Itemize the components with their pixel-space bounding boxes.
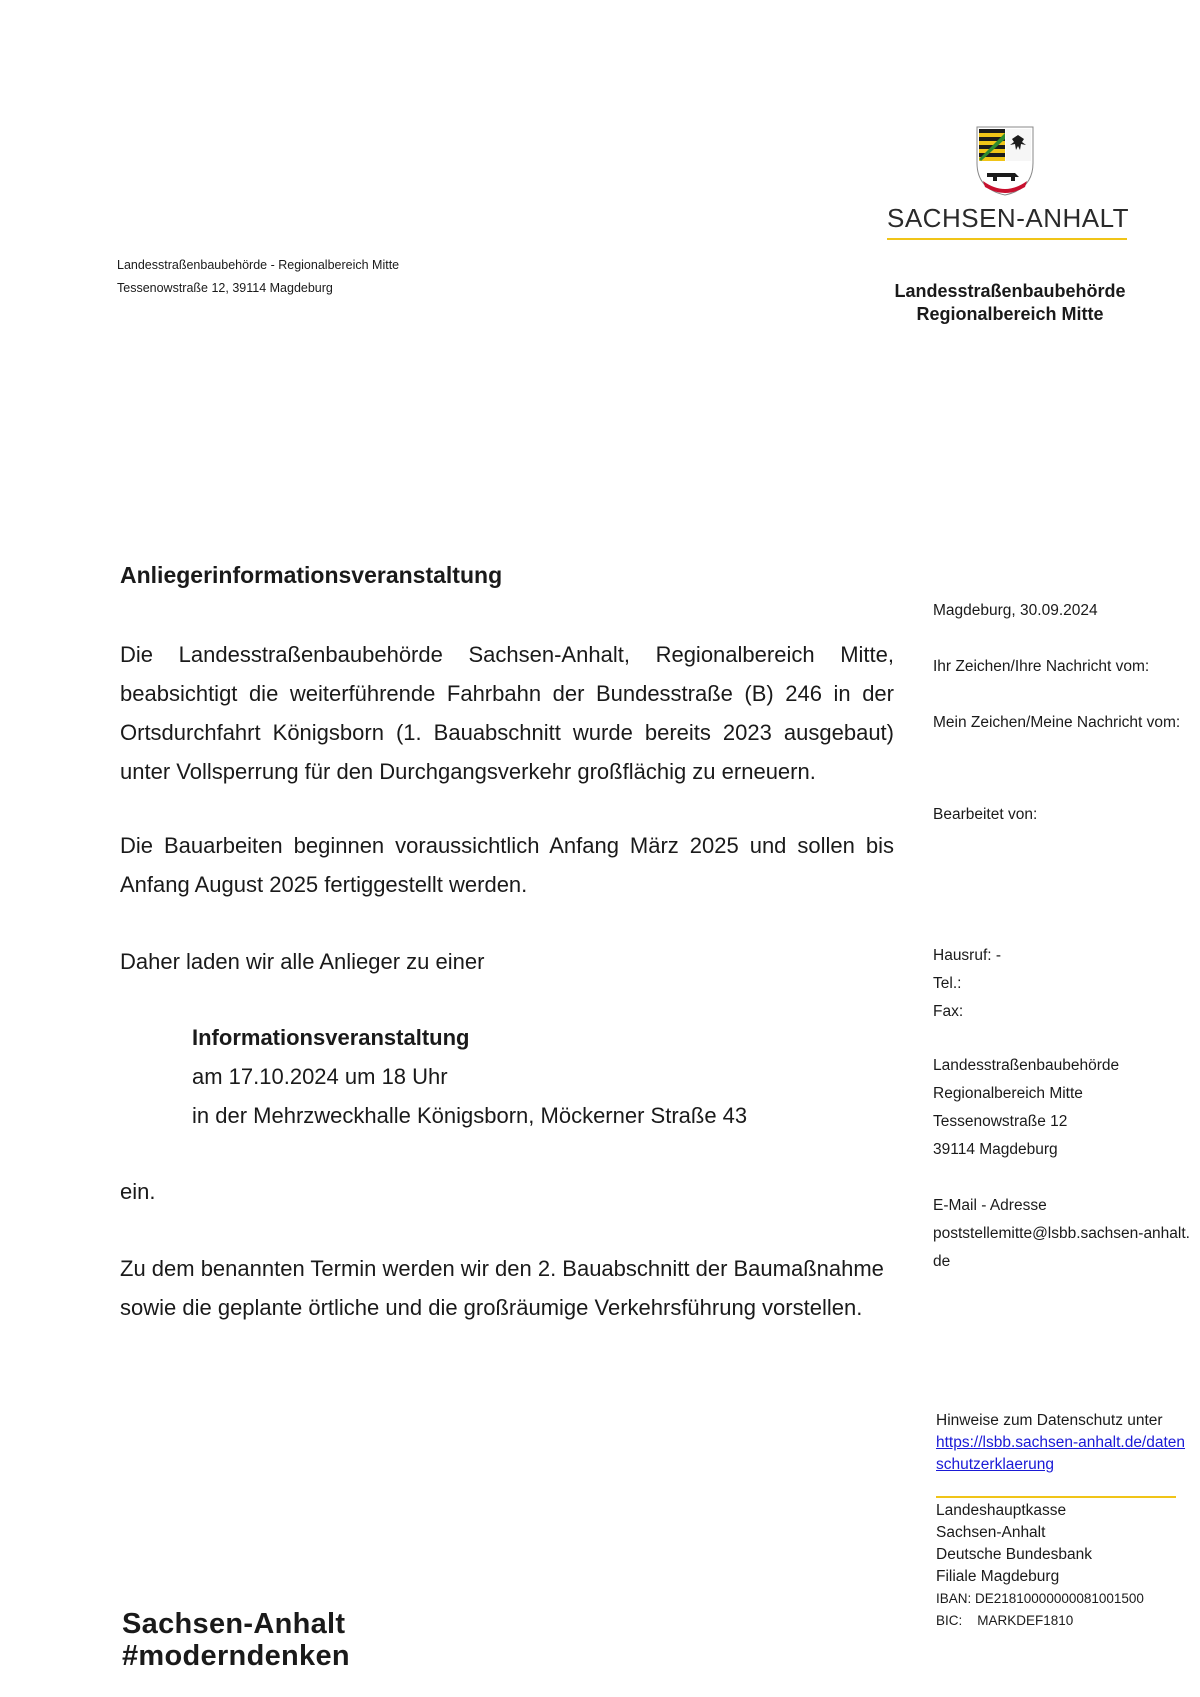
slogan — [122, 1608, 350, 1672]
bank-line-1: Landeshauptkasse — [936, 1502, 1067, 1519]
email-label: E-Mail - Adresse — [933, 1197, 1047, 1214]
event-details — [192, 1018, 747, 1135]
privacy-link[interactable]: https://lsbb.sachsen-anhalt.de/datenschutzerklaerung — [936, 1434, 1186, 1473]
sender-address — [117, 254, 399, 300]
bank-bic: BIC: MARKDEF1810 — [936, 1613, 1074, 1628]
event-date: am 17.10.2024 um 18 Uhr — [192, 1064, 448, 1089]
paragraph-3: Daher laden wir alle Anlieger zu einer — [120, 949, 485, 974]
email-block — [933, 1192, 1193, 1276]
authority-block — [880, 280, 1140, 326]
coat-of-arms-icon — [975, 125, 1035, 197]
event-title: Informationsveranstaltung — [192, 1025, 470, 1050]
privacy-text: Hinweise zum Datenschutz unter — [936, 1412, 1163, 1429]
email-address: poststellemitte@lsbb.sachsen-anhalt.de — [933, 1225, 1190, 1270]
bearbeitet-von: Bearbeitet von: — [933, 806, 1038, 823]
bank-line-2: Sachsen-Anhalt — [936, 1524, 1046, 1541]
slogan-line-1: Sachsen-Anhalt — [122, 1608, 346, 1640]
office-address — [933, 1052, 1193, 1164]
bank-line-4: Filiale Magdeburg — [936, 1568, 1060, 1585]
sender-line-2: Tessenowstraße 12, 39114 Magdeburg — [117, 281, 333, 295]
slogan-line-2: #moderndenken — [122, 1640, 350, 1672]
closing-word: ein. — [120, 1179, 156, 1204]
authority-line-1: Landesstraßenbaubehörde — [894, 281, 1126, 301]
address-line-1: Landesstraßenbaubehörde — [933, 1057, 1120, 1074]
contact-numbers — [933, 942, 1193, 1026]
address-line-3: Tessenowstraße 12 — [933, 1113, 1068, 1130]
authority-line-2: Regionalbereich Mitte — [916, 304, 1104, 324]
address-line-4: 39114 Magdeburg — [933, 1141, 1058, 1158]
paragraph-1: Die Landesstraßenbaubehörde Sachsen-Anhalt, Regionalbereich Mitte, beabsichtigt die weiterführende Fahrbahn der Bundesstraße (B) 246 in der Ortsdurchfahrt Königsborn (1. Bauabschnitt wurde bereits 2023 ausgebaut) unter Vollsperrung für den Durchgangsverkehr großflächig zu erneuern. — [120, 642, 894, 784]
footer-divider — [936, 1496, 1176, 1498]
fax: Fax: — [933, 1003, 964, 1020]
paragraph-4: Zu dem benannten Termin werden wir den 2. Bauabschnitt der Baumaßnahme sowie die geplante örtliche und die großräumige Verkehrsführung vorstellen. — [120, 1256, 884, 1320]
privacy-notice — [936, 1410, 1186, 1476]
event-location: in der Mehrzweckhalle Königsborn, Möckerner Straße 43 — [192, 1103, 748, 1128]
mein-zeichen: Mein Zeichen/Meine Nachricht vom: — [933, 714, 1181, 731]
brand-underline — [887, 238, 1127, 240]
brand-wordmark: SACHSEN-ANHALT — [887, 203, 1130, 233]
address-line-2: Regionalbereich Mitte — [933, 1085, 1083, 1102]
ihr-zeichen: Ihr Zeichen/Ihre Nachricht vom: — [933, 658, 1150, 675]
paragraph-2: Die Bauarbeiten beginnen voraussichtlich Anfang März 2025 und sollen bis Anfang August 2025 fertiggestellt werden. — [120, 833, 894, 897]
letter-subject: Anliegerinformationsveranstaltung — [120, 562, 503, 588]
hausruf: Hausruf: - — [933, 947, 1002, 964]
bank-iban: IBAN: DE21810000000081001500 — [936, 1591, 1144, 1606]
bank-line-3: Deutsche Bundesbank — [936, 1546, 1092, 1563]
place-date: Magdeburg, 30.09.2024 — [933, 602, 1098, 619]
tel: Tel.: — [933, 975, 962, 992]
bank-details — [936, 1500, 1196, 1632]
sender-line-1: Landesstraßenbaubehörde - Regionalbereich Mitte — [117, 258, 400, 272]
